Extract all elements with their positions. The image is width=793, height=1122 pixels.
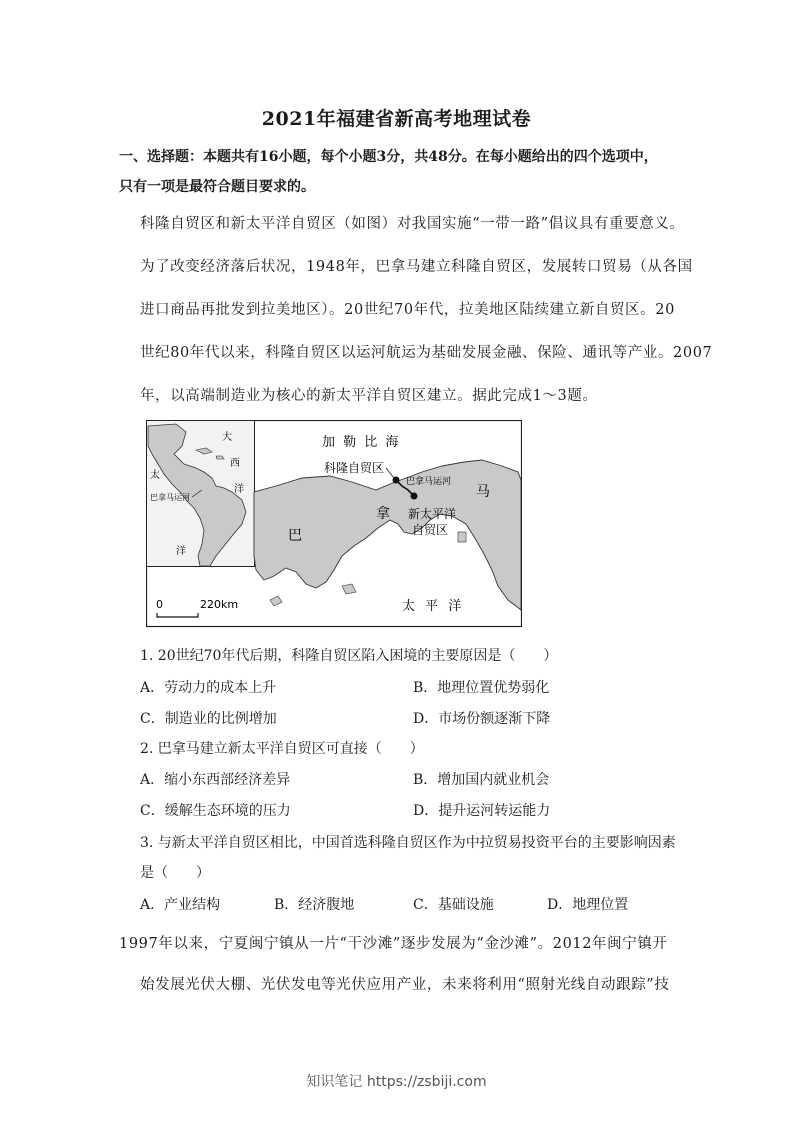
inset-label-atlantic-1: 大 (222, 432, 232, 443)
label-country-3: 马 (476, 484, 490, 500)
q1-option-d: D．市场份额逐渐下降 (413, 711, 551, 727)
inset-label-canal: 巴拿马运河 (150, 493, 190, 502)
footer-watermark: 知识笔记 https://zsbiji.com (306, 1074, 487, 1090)
page-title: 2021年福建省新高考地理试卷 (261, 108, 532, 130)
q2-option-d: D．提升运河转运能力 (413, 803, 551, 819)
passage-2-line: 1997年以来，宁夏闽宁镇从一片“干沙滩”逐步发展为“金沙滩”。2012年闽宁镇开 (119, 936, 668, 952)
question-3-stem-cont: 是（ ） (140, 865, 210, 881)
q2-option-b: B．增加国内就业机会 (413, 772, 550, 788)
q3-option-c: C．基础设施 (413, 897, 494, 913)
q3-option-b: B．经济腹地 (274, 897, 355, 913)
q3-option-a: A．产业结构 (140, 897, 221, 913)
q1-option-c: C．制造业的比例增加 (140, 711, 277, 727)
passage-line: 进口商品再批发到拉美地区）。20世纪70年代，拉美地区陆续建立新自贸区。20 (140, 302, 675, 318)
label-panama-canal: 巴拿马运河 (406, 477, 452, 487)
question-2-stem: 2. 巴拿马建立新太平洋自贸区可直接（ ） (140, 741, 424, 757)
label-country-2: 拿 (376, 506, 390, 522)
passage-line: 年，以高端制造业为核心的新太平洋自贸区建立。据此完成1～3题。 (140, 388, 598, 404)
section-heading-line-2: 只有一项是最符合题目要求的。 (119, 179, 315, 195)
passage-line: 世纪80年代以来，科隆自贸区以运河航运为基础发展金融、保险、通讯等产业。2007 (140, 345, 713, 361)
new-pacific-zone-dot (411, 493, 418, 500)
scale-zero: 0 (156, 598, 163, 611)
question-3-stem: 3. 与新太平洋自贸区相比，中国首选科隆自贸区作为中拉贸易投资平台的主要影响因素 (140, 835, 676, 851)
panama-map (146, 420, 522, 628)
passage-2-line: 始发展光伏大棚、光伏发电等光伏应用产业，未来将利用“照射光线自动跟踪”技 (140, 977, 670, 993)
q1-option-b: B．地理位置优势弱化 (413, 680, 550, 696)
label-new-pacific-1: 新太平洋 (408, 507, 457, 521)
label-caribbean-sea: 加 勒 比 海 (322, 435, 401, 450)
label-country-1: 巴 (288, 528, 302, 544)
inset-label-atlantic-2: 西 (230, 458, 240, 469)
passage-line: 科隆自贸区和新太平洋自贸区（如图）对我国实施“一带一路”倡议具有重要意义。 (140, 216, 685, 232)
section-heading-line-1: 一、选择题：本题共有16小题，每个小题3分，共48分。在每小题给出的四个选项中， (119, 149, 658, 165)
question-1-stem: 1. 20世纪70年代后期，科隆自贸区陷入困境的主要原因是（ ） (140, 648, 558, 664)
label-pacific-ocean: 太 平 洋 (402, 599, 465, 614)
q1-option-a: A．劳动力的成本上升 (140, 680, 277, 696)
label-new-pacific-2: 自贸区 (412, 523, 449, 537)
label-colon-free-zone: 科隆自贸区 (324, 461, 385, 475)
inset-label-pacific-2: 洋 (176, 546, 186, 557)
q2-option-c: C．缓解生态环境的压力 (140, 803, 291, 819)
inset-label-atlantic-3: 洋 (234, 484, 244, 495)
inset-label-pacific-1: 太 (150, 470, 160, 481)
q2-option-a: A．缩小东西部经济差异 (140, 772, 291, 788)
island-near-zone (458, 532, 466, 542)
passage-line: 为了改变经济落后状况，1948年，巴拿马建立科隆自贸区，发展转口贸易（从各国 (140, 259, 693, 275)
scale-label: 220km (200, 598, 239, 611)
q3-option-d: D．地理位置 (547, 897, 629, 913)
